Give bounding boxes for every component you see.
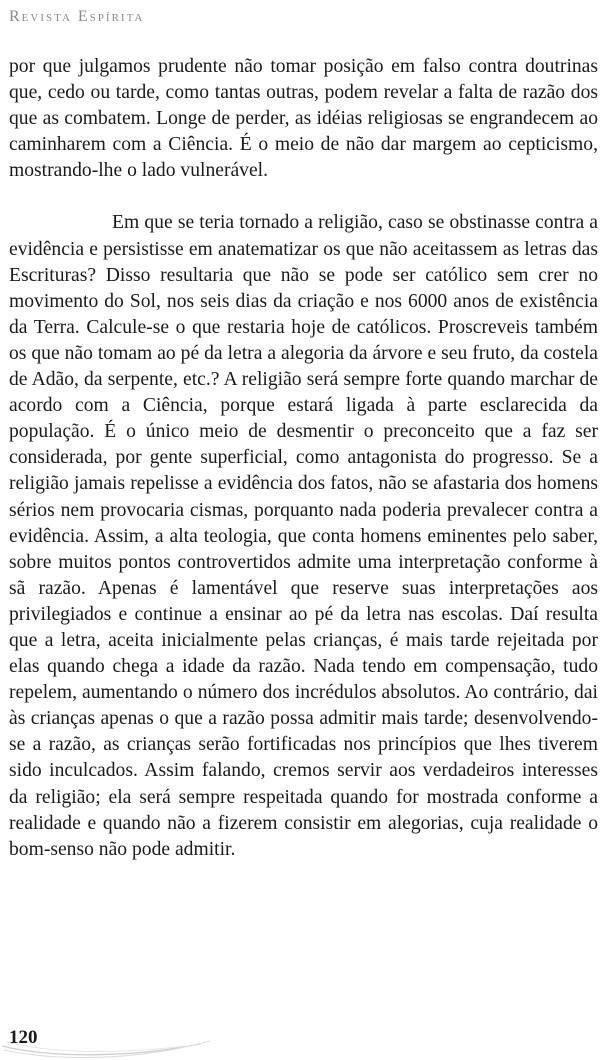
paragraph-1: por que julgamos prudente não tomar posição em falso contra doutrinas que, cedo ou tarde, como tantas outras, podem revelar a falta de razão dos que as combatem. Longe de perder, as idéias religiosas se engrandecem ao caminharem com a Ciência. É o meio de não dar margem ao cepticismo, mostrando-lhe o lado vulnerável. (9, 56, 598, 182)
running-header-title: Revista Espírita (9, 8, 145, 25)
page-number: 120 (9, 1027, 38, 1048)
page-body (9, 54, 598, 863)
paragraph-2: Em que se teria tornado a religião, caso se obstinasse contra a evidência e persistisse em anatematizar os que não aceitassem as letras das Escrituras? Disso resultaria que não se pode ser católico sem crer no movimento do Sol, nos seis dias da criação e nos 6000 anos de existência da Terra. Calcule-se o que restaria hoje de católicos. Proscreveis também os que não tomam ao pé da letra a alegoria da árvore e seu fruto, da costela de Adão, da serpente, etc.? A religião será sempre forte quando marchar de acordo com a Ciência, porque estará ligada à parte esclarecida da população. É o único meio de desmentir o preconceito que a faz ser considerada, por gente superficial, como antagonista do progresso. Se a religião jamais repelisse a evidência dos fatos, não se afastaria dos homens sérios nem provocaria cismas, porquanto nada poderia prevalecer contra a evidência. Assim, a alta teologia, que conta homens eminentes pelo saber, sobre muitos pontos controvertidos admite uma interpretação conforme à sã razão. Apenas é lamentável que reserve suas interpretações aos privilegiados e continue a ensinar ao pé da letra nas escolas. Daí resulta que a letra, aceita inicialmente pelas crianças, é mais tarde rejeitada por elas quando chega a idade da razão. Nada tendo em compensação, tudo repelem, aumentando o número dos incrédulos absolutos. Ao contrário, dai às crianças apenas o que a razão possa admitir mais tarde; desenvolvendo-se a razão, as crianças serão fortificadas nos princípios que lhes tiverem sido inculcados. Assim falando, cremos servir aos verdadeiros interesses da religião; ela será sempre respeitada quando for mostrada conforme a realidade e quando não a fizerem consistir em alegorias, cuja realidade o bom-senso não pode admitir. (9, 212, 598, 860)
